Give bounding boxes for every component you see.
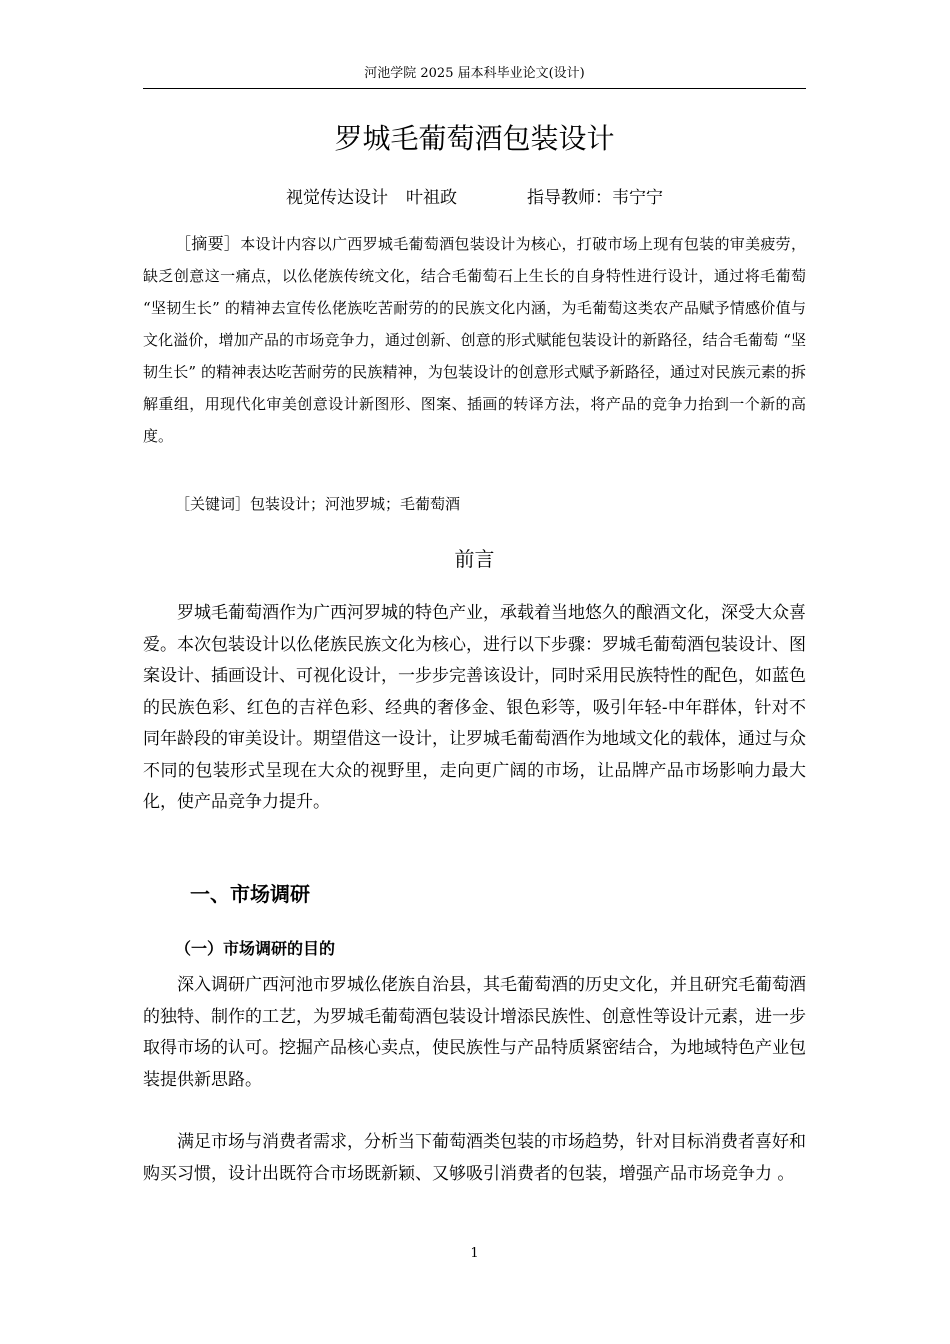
byline xyxy=(143,184,806,212)
advisor: 指导教师：韦宁宁 xyxy=(527,188,663,208)
page-number: 1 xyxy=(470,1246,479,1261)
abstract xyxy=(143,228,806,452)
header-rule xyxy=(143,88,806,89)
major: 视觉传达设计 xyxy=(286,188,388,208)
subsection-heading-purpose: （一）市场调研的目的 xyxy=(175,939,336,958)
body-paragraph: 满足市场与消费者需求，分析当下葡萄酒类包装的市场趋势，针对目标消费者喜好和购买习惯，设计出既符合市场既新颖、又够吸引消费者的包装，增强产品市场竞争力 。 xyxy=(143,1132,806,1184)
section-heading-market-research: 一、市场调研 xyxy=(190,882,310,906)
abstract-label: ［摘要］ xyxy=(175,234,241,253)
abstract-text: 本设计内容以广西罗城毛葡萄酒包装设计为核心，打破市场上现有包装的审美疲劳，缺乏创意这一痛点，以仫佬族传统文化，结合毛葡萄石上生长的自身特性进行设计，通过将毛葡萄 “坚韧生长” 的精神去宣传仫佬族吃苦耐劳的的民族文化内涵，为毛葡萄这类农产品赋予情感价值与文化溢价，增加产品的市场竞争力，通过创新、创意的形式赋能包装设计的新路径，结合毛葡萄 “坚韧生长” 的精神表达吃苦耐劳的民族精神，为包装设计的创意形式赋予新路径，通过对民族元素的拆解重组，用现代化审美创意设计新图形、图案、插画的转译方法，将产品的竞争力抬到一个新的高度。 xyxy=(143,235,806,445)
body-paragraph: 深入调研广西河池市罗城仫佬族自治县，其毛葡萄酒的历史文化，并且研究毛葡萄酒的独特、制作的工艺，为罗城毛葡萄酒包装设计增添民族性、创意性等设计元素，进一步取得市场的认可。挖掘产品核心卖点，使民族性与产品特质紧密结合，为地域特色产业包装提供新思路。 xyxy=(143,975,806,1090)
author-name: 叶祖政 xyxy=(406,188,457,208)
preface-paragraph: 罗城毛葡萄酒作为广西河罗城的特色产业，承载着当地悠久的酿酒文化，深受大众喜爱。本次包装设计以仫佬族民族文化为核心，进行以下步骤：罗城毛葡萄酒包装设计、图案设计、插画设计、可视化设计，一步步完善该设计，同时采用民族特性的配色，如蓝色的民族色彩、红色的吉祥色彩、经典的奢侈金、银色彩等，吸引年轻-中年群体，针对不同年龄段的审美设计。期望借这一设计，让罗城毛葡萄酒作为地域文化的载体，通过与众不同的包装形式呈现在大众的视野里，走向更广阔的市场，让品牌产品市场影响力最大化，使产品竞争力提升。 xyxy=(143,603,806,812)
preface-heading: 前言 xyxy=(454,547,495,571)
paper-title: 罗城毛葡萄酒包装设计 xyxy=(334,122,615,155)
keywords: ［关键词］包装设计；河池罗城；毛葡萄酒 xyxy=(175,495,461,513)
running-header: 河池学院 2025 届本科毕业论文(设计) xyxy=(364,66,585,81)
